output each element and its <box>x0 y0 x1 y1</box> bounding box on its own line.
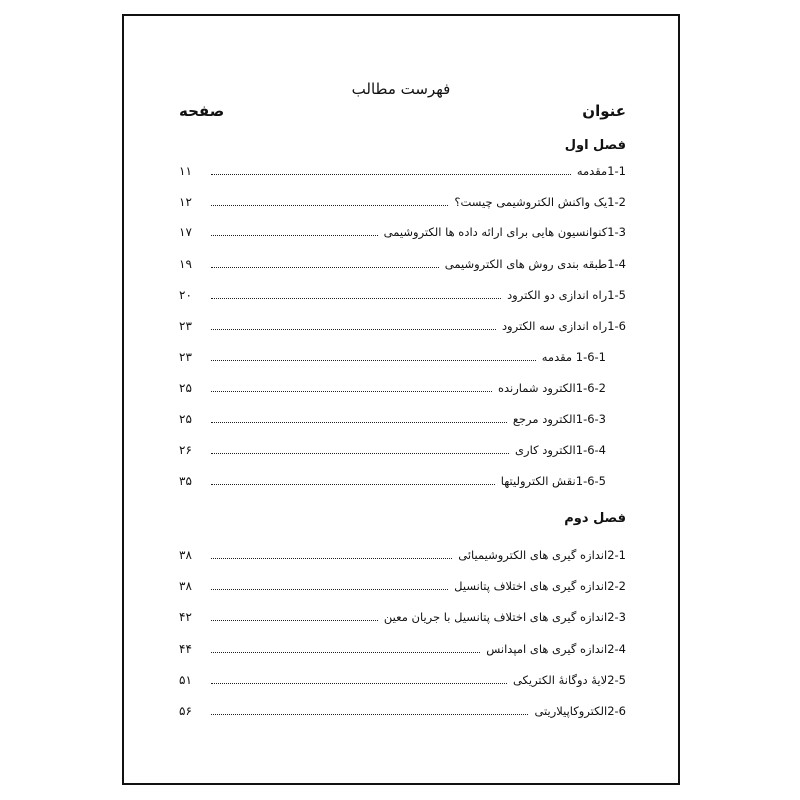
toc-entry[interactable] <box>179 639 626 659</box>
toc-entry[interactable] <box>179 222 626 242</box>
toc-entry[interactable] <box>179 670 626 690</box>
toc-entry[interactable] <box>179 545 626 565</box>
dot-leader <box>211 267 439 268</box>
toc-entry[interactable] <box>179 192 626 212</box>
toc-entry-label: 1-6-4الکترود کاری <box>515 443 606 457</box>
dot-leader <box>211 360 536 361</box>
header-topic: عنوان <box>582 102 626 120</box>
toc-entry-label: 2-5لایهٔ دوگانهٔ الکتریکی <box>512 673 626 687</box>
toc-page <box>122 14 680 785</box>
toc-entry[interactable] <box>179 378 626 398</box>
toc-entry-label: 2-6الکتروکاپیلاریتی <box>534 704 626 718</box>
dot-leader <box>211 620 378 621</box>
toc-entry[interactable] <box>179 254 626 274</box>
dot-leader <box>211 558 452 559</box>
toc-entry-page: ۱۷ <box>179 225 192 239</box>
toc-entry-label: 2-4اندازه گیری های امپدانس <box>486 642 626 656</box>
dot-leader <box>211 205 448 206</box>
dot-leader <box>211 298 501 299</box>
toc-entry-label: 2-1اندازه گیری های الکتروشیمیائی <box>458 548 626 562</box>
toc-entry-page: ۱۱ <box>179 164 192 178</box>
toc-entry-page: ۴۴ <box>179 642 192 656</box>
toc-entry-page: ۱۹ <box>179 257 192 271</box>
toc-entry-page: ۱۲ <box>179 195 192 209</box>
toc-entry[interactable] <box>179 440 626 460</box>
toc-entry-page: ۳۸ <box>179 548 192 562</box>
dot-leader <box>211 683 507 684</box>
toc-entry-label: 1-6-5نقش الکترولیتها <box>500 474 606 488</box>
toc-entry-page: ۵۱ <box>179 673 192 687</box>
dot-leader <box>211 453 509 454</box>
toc-entry-label: 1-6راه اندازی سه الکترود <box>501 319 626 333</box>
toc-entry-label: 1-3کنوانسیون هایی برای ارائه داده ها الکتروشیمی <box>383 225 626 239</box>
dot-leader <box>211 329 496 330</box>
dot-leader <box>211 652 480 653</box>
toc-entry-page: ۳۸ <box>179 579 192 593</box>
toc-entry-page: ۲۳ <box>179 319 192 333</box>
toc-entry[interactable] <box>179 285 626 305</box>
chapter-2-heading: فصل دوم <box>564 511 626 526</box>
toc-entry[interactable] <box>179 409 626 429</box>
header-page: صفحه <box>179 102 225 120</box>
toc-entry[interactable] <box>179 347 626 367</box>
dot-leader <box>211 422 507 423</box>
dot-leader <box>211 235 378 236</box>
toc-entry-label: 1-2یک واکنش الکتروشیمی چیست؟ <box>454 195 626 209</box>
toc-entry[interactable] <box>179 316 626 336</box>
toc-entry-label: 1-5راه اندازی دو الکترود <box>507 288 626 302</box>
toc-entry-label: 2-3اندازه گیری های اختلاف پتانسیل با جریان معین <box>383 610 626 624</box>
toc-entry-page: ۴۲ <box>179 610 192 624</box>
toc-entry[interactable] <box>179 161 626 181</box>
toc-entry-page: ۲۶ <box>179 443 192 457</box>
dot-leader <box>211 714 528 715</box>
toc-entry-label: 1-6-1 مقدمه <box>541 350 606 364</box>
toc-entry[interactable] <box>179 607 626 627</box>
toc-entry-label: 1-4طبقه بندی روش های الکتروشیمی <box>444 257 626 271</box>
chapter-1-heading: فصل اول <box>564 138 626 153</box>
dot-leader <box>211 174 571 175</box>
toc-entry-label: 2-2اندازه گیری های اختلاف پتانسیل <box>454 579 626 593</box>
dot-leader <box>211 484 495 485</box>
toc-entry-page: ۲۰ <box>179 288 192 302</box>
dot-leader <box>211 589 448 590</box>
toc-entry-page: ۲۵ <box>179 381 192 395</box>
toc-entry[interactable] <box>179 471 626 491</box>
toc-entry-page: ۲۳ <box>179 350 192 364</box>
dot-leader <box>211 391 492 392</box>
toc-entry-label: 1-6-2الکترود شمارنده <box>497 381 606 395</box>
page-title: فهرست مطالب <box>351 80 451 98</box>
toc-entry-page: ۵۶ <box>179 704 192 718</box>
toc-entry[interactable] <box>179 576 626 596</box>
toc-entry-page: ۳۵ <box>179 474 192 488</box>
toc-entry-label: 1-1مقدمه <box>576 164 626 178</box>
toc-entry-label: 1-6-3الکترود مرجع <box>512 412 606 426</box>
toc-entry-page: ۲۵ <box>179 412 192 426</box>
toc-entry[interactable] <box>179 701 626 721</box>
